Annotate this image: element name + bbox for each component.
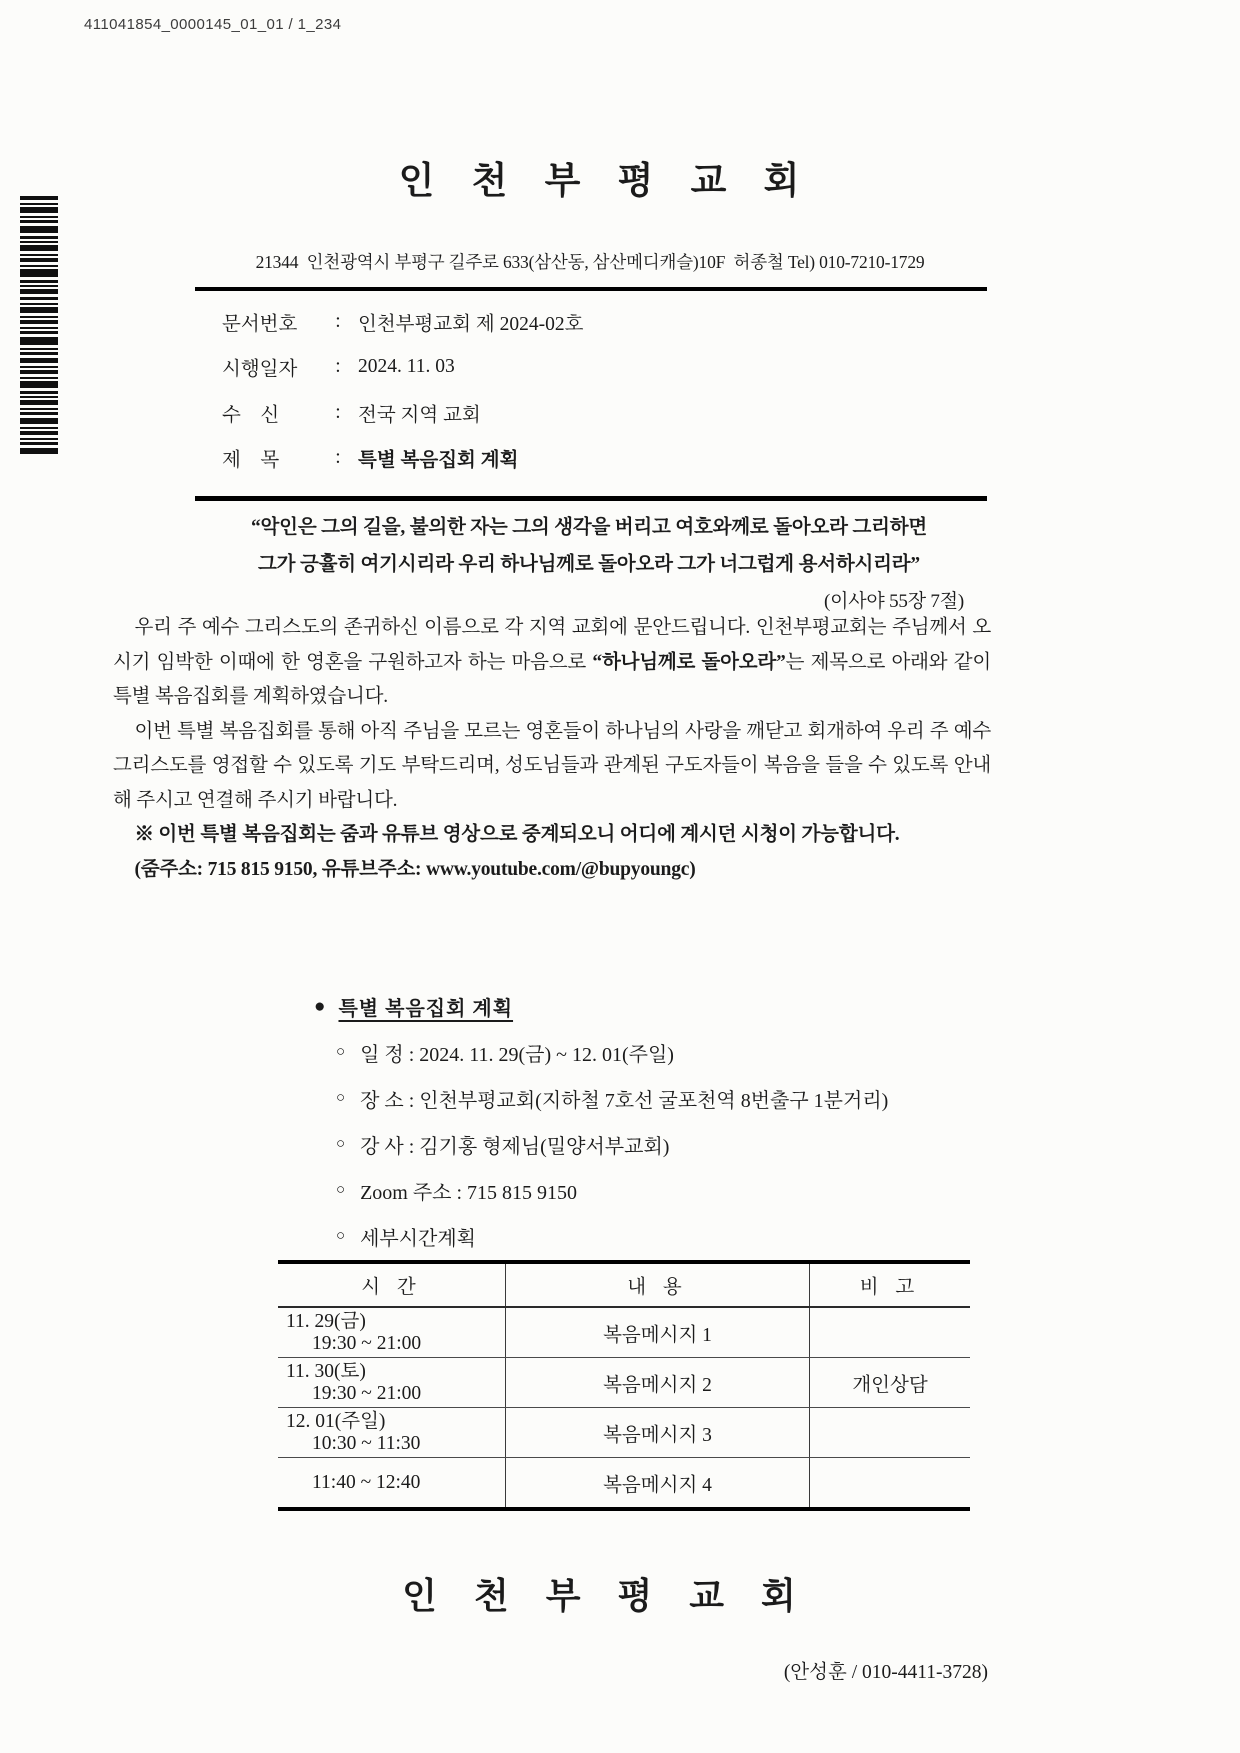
document-info-block <box>222 299 583 481</box>
plan-item-schedule <box>336 1029 888 1075</box>
circle-bullet-icon: ○ <box>336 1089 346 1106</box>
meeting-plan-section <box>314 992 888 1259</box>
time-cell <box>278 1458 506 1507</box>
plan-item-detail-time-text: 세부시간계획 <box>360 1227 476 1250</box>
divider-rule-bottom <box>195 496 987 501</box>
plan-item-speaker-text: 강 사 : 김기홍 형제님(밀양서부교회) <box>360 1135 670 1158</box>
doc-date-value: 2024. 11. 03 <box>358 356 455 378</box>
time-cell <box>278 1408 506 1457</box>
doc-subject-value: 특별 복음집회 계획 <box>358 450 519 472</box>
date-text: 12. 01(주일) <box>286 1410 386 1432</box>
zoom-youtube-addresses: (줌주소: 715 815 9150, 유튜브주소: www.youtube.com/@bupyoungc) <box>134 858 696 880</box>
content-cell: 복음메시지 2 <box>506 1358 810 1407</box>
plan-item-location-text: 장 소 : 인천부평교회(지하철 7호선 굴포천역 8번출구 1분거리) <box>360 1089 889 1112</box>
doc-number-row <box>222 299 583 345</box>
circle-bullet-icon: ○ <box>336 1227 346 1244</box>
plan-heading <box>314 992 888 1021</box>
doc-recipient-value: 전국 지역 교회 <box>358 404 481 426</box>
date-text: 11. 30(토) <box>286 1360 366 1382</box>
scripture-reference: (이사야 55장 7절) <box>823 591 964 612</box>
plan-item-detail-time <box>336 1213 888 1259</box>
separator: : <box>335 310 341 332</box>
doc-recipient-row <box>222 390 583 436</box>
scripture-quote <box>208 509 970 620</box>
time-text: 19:30 ~ 21:00 <box>312 1332 422 1354</box>
scripture-line-1: “악인은 그의 길을, 불의한 자는 그의 생각을 버리고 여호와께로 돌아오라 그리하면 <box>251 517 927 538</box>
meeting-title-emphasis: “하나님께로 돌아오라” <box>592 651 786 673</box>
church-address: 21344 인천광역시 부평구 길주로 633(삼산동, 삼산메디캐슬)10F 허종철 Tel) 010-7210-1729 <box>255 252 925 272</box>
paragraph-greeting <box>113 611 991 715</box>
column-header-remarks: 비 고 <box>859 1277 921 1298</box>
content-cell: 복음메시지 3 <box>506 1408 810 1457</box>
separator: : <box>335 356 341 378</box>
remarks-cell: 개인상담 <box>852 1374 928 1396</box>
doc-number-value: 인천부평교회 제 2024-02호 <box>358 313 584 335</box>
time-text: 10:30 ~ 11:30 <box>312 1432 421 1454</box>
time-text: 11:40 ~ 12:40 <box>312 1471 421 1493</box>
remarks-cell <box>810 1458 970 1507</box>
plan-item-zoom <box>336 1167 888 1213</box>
doc-number-label: 문서번호 <box>222 313 298 335</box>
schedule-table <box>278 1260 970 1511</box>
date-text: 11. 29(금) <box>286 1310 366 1332</box>
plan-item-list <box>314 1029 888 1259</box>
circle-bullet-icon: ○ <box>336 1181 346 1198</box>
filled-circle-bullet-icon: ● <box>314 995 326 1017</box>
paragraph-greeting-tail: 는 제목으로 아래와 같이 특별 복음집회를 계획하였습니다. <box>113 651 991 707</box>
church-name-title: 인 천 부 평 교 회 <box>398 161 814 202</box>
content-cell: 복음메시지 1 <box>506 1308 810 1357</box>
plan-item-zoom-text: Zoom 주소 : 715 815 9150 <box>360 1181 578 1204</box>
paragraph-request: 이번 특별 복음집회를 통해 아직 주님을 모르는 영혼들이 하나님의 사랑을 깨닫고 회개하여 우리 주 예수 그리스도를 영접할 수 있도록 기도 부탁드리며, 성도님들과 관계된 구도자들이 복음을 들을 수 있도록 안내해 주시고 연결해 주시기 바랍니다. <box>113 720 991 811</box>
remarks-cell <box>810 1408 970 1457</box>
table-row <box>278 1408 970 1458</box>
broadcast-note: ※ 이번 특별 복음집회는 줌과 유튜브 영상으로 중계되오니 어디에 계시던 시청이 가능합니다. <box>134 824 900 845</box>
table-row <box>278 1358 970 1408</box>
paragraph-greeting-text: 우리 주 예수 그리스도의 존귀하신 이름으로 각 지역 교회에 문안드립니다. 인천부평교회는 주님께서 오시기 임박한 이때에 한 영혼을 구원하고자 하는 마음으로 <box>113 617 991 673</box>
column-header-content: 내 용 <box>506 1264 810 1306</box>
separator: : <box>335 447 341 469</box>
plan-item-location <box>336 1075 888 1121</box>
doc-date-row <box>222 345 583 391</box>
doc-date-label: 시행일자 <box>222 359 298 381</box>
doc-subject-label: 제 목 <box>222 450 280 472</box>
table-row <box>278 1458 970 1507</box>
schedule-table-header <box>278 1264 970 1308</box>
content-cell: 복음메시지 4 <box>506 1458 810 1507</box>
plan-item-schedule-text: 일 정 : 2024. 11. 29(금) ~ 12. 01(주일) <box>360 1043 674 1066</box>
divider-rule-top <box>195 287 987 291</box>
letter-body <box>113 611 991 887</box>
time-cell <box>278 1358 506 1407</box>
barcode-icon <box>20 196 58 454</box>
doc-recipient-label: 수 신 <box>222 404 280 426</box>
plan-title: 특별 복음집회 계획 <box>338 998 514 1020</box>
plan-item-speaker <box>336 1121 888 1167</box>
column-header-time: 시 간 <box>278 1264 506 1306</box>
remarks-cell <box>810 1308 970 1357</box>
church-name-signature: 인 천 부 평 교 회 <box>402 1576 810 1616</box>
contact-person: (안성훈 / 010-4411-3728) <box>783 1662 988 1683</box>
circle-bullet-icon: ○ <box>336 1135 346 1152</box>
document-reference-number: 411041854_0000145_01_01 / 1_234 <box>84 16 342 33</box>
scripture-line-2: 그가 긍휼히 여기시리라 우리 하나님께로 돌아오라 그가 너그럽게 용서하시리라” <box>258 554 920 575</box>
time-cell <box>278 1308 506 1357</box>
circle-bullet-icon: ○ <box>336 1043 346 1060</box>
table-row <box>278 1308 970 1358</box>
time-text: 19:30 ~ 21:00 <box>312 1382 422 1404</box>
doc-subject-row <box>222 436 583 482</box>
separator: : <box>335 401 341 423</box>
